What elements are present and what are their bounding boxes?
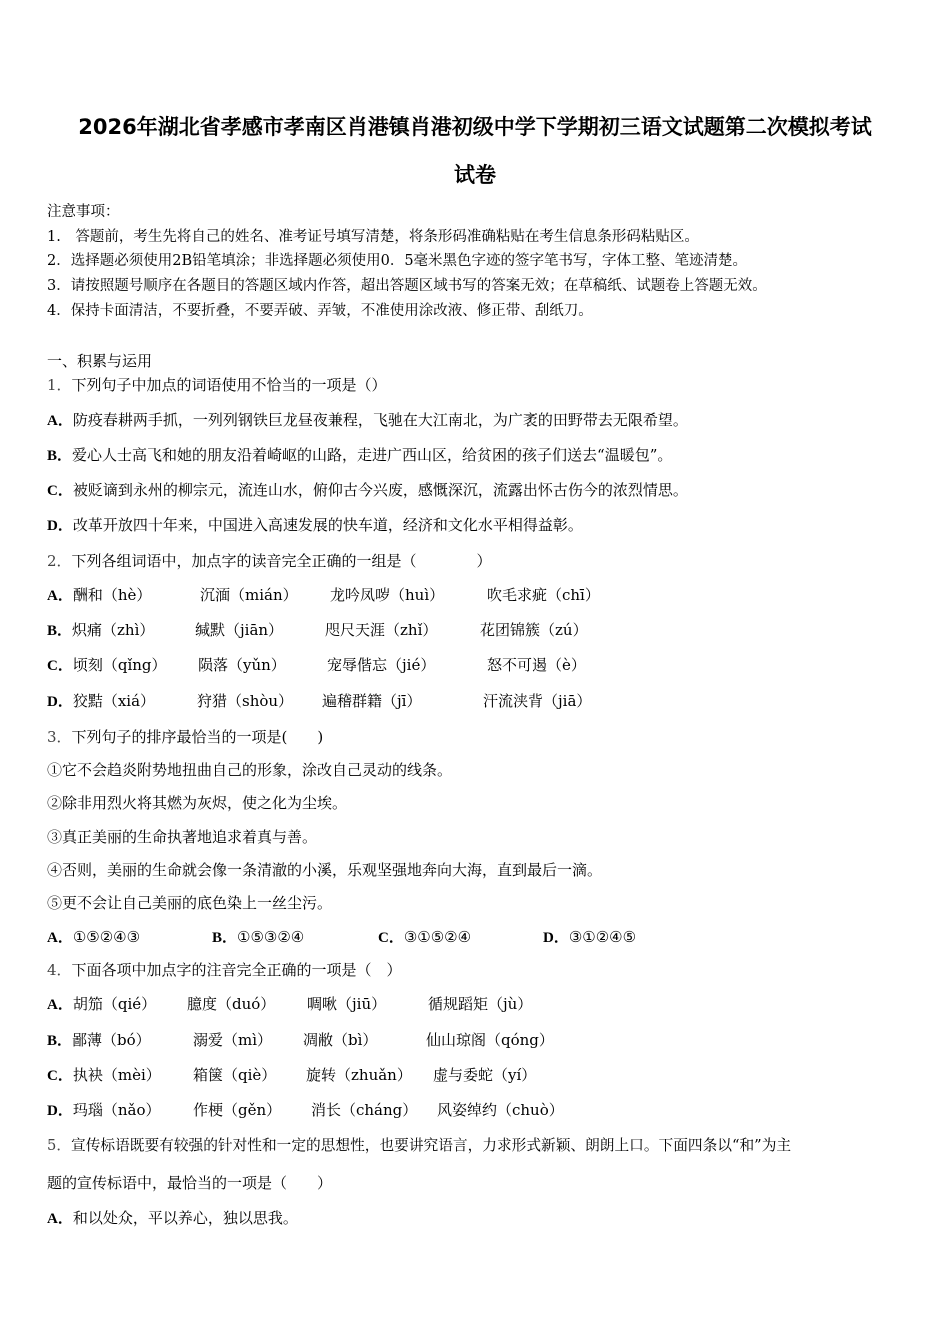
notice-item: 2．选择题必须使用2B铅笔填涂；非选择题必须使用0．5毫米黑色字迹的签字笔书写，字体工整、笔迹清楚。 bbox=[47, 253, 748, 269]
document-title-cont: 试卷 bbox=[454, 163, 496, 187]
question-4-stem: 4．下面各项中加点字的注音完全正确的一项是（ ） bbox=[47, 961, 402, 979]
sentence-item: ③真正美丽的生命执著地追求着真与善。 bbox=[47, 828, 318, 846]
notice-item: 3．请按照题号顺序在各题目的答题区域内作答，超出答题区域书写的答案无效；在草稿纸、试题卷上答题无效。 bbox=[47, 278, 767, 294]
word-item: 炽痛（zhì） bbox=[72, 621, 155, 639]
word-item: 花团锦簇（zú） bbox=[480, 621, 588, 639]
word-item: 执袂（mèi） bbox=[72, 1066, 161, 1084]
word-item: 消长（cháng） bbox=[311, 1101, 418, 1119]
sentence-item: ①它不会趋炎附势地扭曲自己的形象，涂改自己灵动的线条。 bbox=[47, 761, 453, 779]
notice-item: 1. 答题前，考生先将自己的姓名、准考证号填写清楚，将条形码准确粘贴在考生信息条形码粘贴区。 bbox=[47, 229, 699, 245]
word-item: 陨落（yǔn） bbox=[198, 656, 286, 674]
word-item: 鄙薄（bó） bbox=[72, 1031, 151, 1049]
question-3-option-d: D．③①②④⑤ bbox=[543, 928, 637, 946]
question-1-option-c: C．被贬谪到永州的柳宗元，流连山水，俯仰古今兴废，感慨深沉，流露出怀古伤今的浓烈情思。 bbox=[47, 481, 688, 499]
word-item: 啁啾（jiū） bbox=[307, 995, 387, 1013]
word-item: 循规蹈矩（jù） bbox=[428, 995, 533, 1013]
word-item: 虚与委蛇（yí） bbox=[433, 1066, 537, 1084]
word-item: 狩猎（shòu） bbox=[197, 692, 294, 710]
word-item: 顷刻（qǐng） bbox=[72, 656, 167, 674]
word-item: 宠辱偕忘（jié） bbox=[327, 656, 436, 674]
word-item: 箱箧（qiè） bbox=[193, 1066, 277, 1084]
word-item: 溺爱（mì） bbox=[193, 1031, 273, 1049]
word-item: 凋敝（bì） bbox=[303, 1031, 378, 1049]
question-5-option-a: A．和以处众，平以养心，独以思我。 bbox=[47, 1209, 298, 1227]
question-3-option-a: A．①⑤②④③ bbox=[47, 928, 141, 946]
sentence-item: ④否则，美丽的生命就会像一条清澈的小溪，乐观坚强地奔向大海，直到最后一滴。 bbox=[47, 861, 603, 879]
word-item: 玛瑙（nǎo） bbox=[72, 1101, 161, 1119]
word-item: 吹毛求疵（chī） bbox=[487, 586, 600, 604]
word-item: 龙吟凤哕（huì） bbox=[330, 586, 445, 604]
word-item: 狡黠（xiá） bbox=[72, 692, 156, 710]
question-3-stem: 3．下列句子的排序最恰当的一项是( ) bbox=[47, 728, 324, 746]
question-1-option-d: D．改革开放四十年来，中国进入高速发展的快车道，经济和文化水平相得益彰。 bbox=[47, 516, 583, 534]
word-item: 汗流浃背（jiā） bbox=[483, 692, 592, 710]
sentence-item: ⑤更不会让自己美丽的底色染上一丝尘污。 bbox=[47, 894, 333, 912]
word-item: 作梗（gěn） bbox=[193, 1101, 282, 1119]
word-item: 咫尺天涯（zhǐ） bbox=[325, 621, 438, 639]
word-item: 沉湎（mián） bbox=[200, 586, 298, 604]
question-5-stem-cont: 题的宣传标语中，最恰当的一项是（ ） bbox=[47, 1174, 333, 1192]
question-1-option-a: A．防疫春耕两手抓，一列列钢铁巨龙昼夜兼程，飞驰在大江南北，为广袤的田野带去无限希望。 bbox=[47, 411, 688, 429]
question-3-option-b: B．①⑤③②④ bbox=[212, 928, 305, 946]
word-item: 酬和（hè） bbox=[72, 586, 152, 604]
notice-heading: 注意事项： bbox=[47, 204, 120, 220]
question-5-stem: 5．宣传标语既要有较强的针对性和一定的思想性，也要讲究语言，力求形式新颖、朗朗上口。下面四条以“和”为主 bbox=[47, 1137, 792, 1154]
document-title: 2026年湖北省孝感市孝南区肖港镇肖港初级中学下学期初三语文试题第二次模拟考试 bbox=[78, 115, 872, 139]
word-item: 风姿绰约（chuò） bbox=[437, 1101, 564, 1119]
section-heading: 一、积累与运用 bbox=[47, 352, 153, 370]
word-item: 胡笳（qié） bbox=[72, 995, 157, 1013]
word-item: 怒不可遏（è） bbox=[487, 656, 586, 674]
word-item: 臆度（duó） bbox=[187, 995, 276, 1013]
word-item: 遍稽群籍（jī） bbox=[322, 692, 422, 710]
question-2-stem: 2．下列各组词语中，加点字的读音完全正确的一组是（ ） bbox=[47, 552, 492, 570]
sentence-item: ②除非用烈火将其燃为灰烬，使之化为尘埃。 bbox=[47, 794, 348, 812]
question-3-option-c: C．③①⑤②④ bbox=[378, 928, 472, 946]
question-1-option-b: B．爱心人士高飞和她的朋友沿着崎岖的山路，走进广西山区，给贫困的孩子们送去“温暖包”。 bbox=[47, 446, 673, 464]
word-item: 仙山琼阁（qóng） bbox=[426, 1031, 554, 1049]
word-item: 缄默（jiān） bbox=[195, 621, 284, 639]
question-1-stem: 1．下列句子中加点的词语使用不恰当的一项是（） bbox=[47, 376, 387, 394]
notice-item: 4．保持卡面清洁，不要折叠，不要弄破、弄皱，不准使用涂改液、修正带、刮纸刀。 bbox=[47, 303, 593, 319]
word-item: 旋转（zhuǎn） bbox=[306, 1066, 412, 1084]
